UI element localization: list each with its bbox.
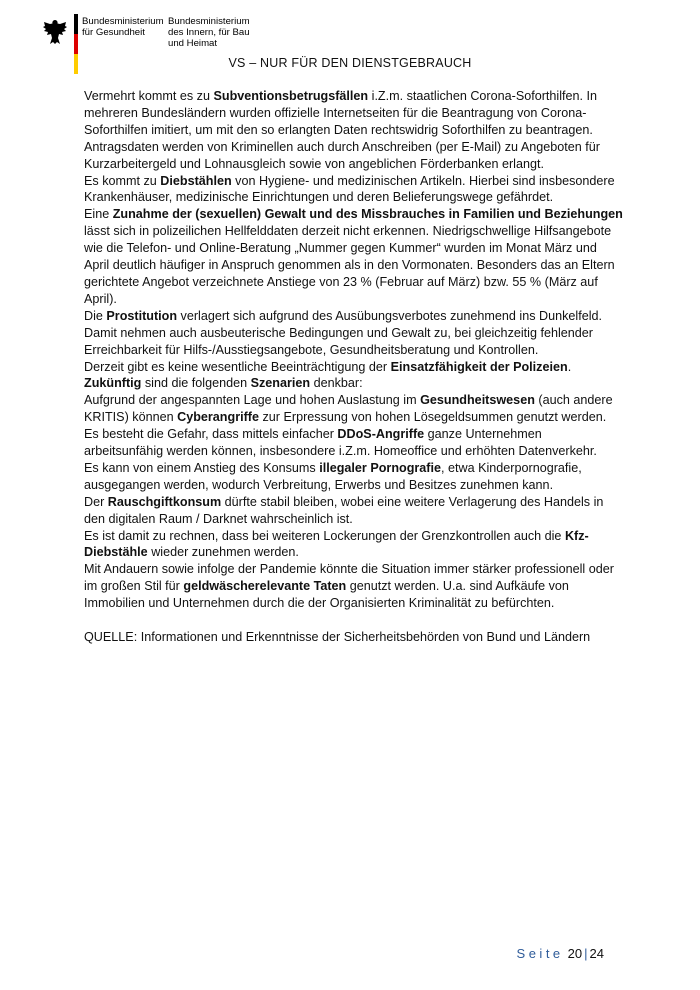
paragraph-subsidy-fraud: Vermehrt kommt es zu Subventionsbetrugsfällen i.Z.m. staatlichen Corona-Soforthilfen. In mehreren Bundesländern wurden offizielle Internetseiten für die Beantragung von Corona-Soforthilfen imitiert, um mit den so erlangten Daten rechtswidrig Soforthilfen zu beantragen. Antragsdaten werden von Kriminellen auch durch Anschreiben (per E-Mail) zu Angeboten für Kurzarbeitergeld und Lohnausgleich sowie von angeblichen Förderbanken erlangt.	[84, 89, 600, 171]
ministry-interior-label: Bundesministerium des Innern, für Bau und Heimat	[168, 16, 250, 49]
classification-label: VS – NUR FÜR DEN DIENSTGEBRAUCH	[228, 56, 472, 70]
document-body	[84, 88, 624, 646]
total-pages: 24	[589, 946, 604, 961]
paragraph-drugs: Der Rauschgiftkonsum dürfte stabil bleiben, wobei eine weitere Verlagerung des Handels in den digitalen Raum / Darknet wahrscheinlich ist.	[84, 494, 604, 526]
paragraph-police: Derzeit gibt es keine wesentliche Beeinträchtigung der Einsatzfähigkeit der Polizeien.	[84, 359, 572, 374]
federal-eagle-icon	[42, 18, 68, 46]
paragraph-violence: Eine Zunahme der (sexuellen) Gewalt und des Missbrauches in Familien und Beziehungen lässt sich in polizeilichen Hellfelddaten derzeit nicht erkennen. Niedrigschwellige Hilfsangebote wie die Telefon- und Online-Beratung „Nummer gegen Kummer“ wurden im Monat März und April deutlich häufiger in Anspruch genommen als in den Vormonaten. Besonders das an Eltern gerichtete Angebot verzeichnete Anstiege von 23 % (Februar auf März) bzw. 55 % (März auf April).	[84, 207, 623, 306]
source-note: QUELLE: Informationen und Erkenntnisse der Sicherheitsbehörden von Bund und Ländern	[84, 630, 591, 645]
paragraph-prostitution: Die Prostitution verlagert sich aufgrund des Ausübungsverbotes zunehmend ins Dunkelfeld. Damit nehmen auch ausbeuterische Bedingungen und Gewalt zu, bei gleichzeitig fehlender Erreichbarkeit für Hilfs-/Ausstiegsangebote, Gesundheitsberatung und Kontrollen.	[84, 308, 603, 357]
current-page: 20	[567, 946, 583, 961]
paragraph-cyberattacks: Aufgrund der angespannten Lage und hohen Auslastung im Gesundheitswesen (auch andere KRITIS) können Cyberangriffe zur Erpressung von hohen Lösegeldsummen genutzt werden.	[84, 393, 613, 425]
paragraph-ddos: Es besteht die Gefahr, dass mittels einfacher DDoS-Angriffe ganze Unternehmen arbeitsunfähig werden können, insbesondere i.Z.m. Homeoffice und erhöhten Datenverkehr.	[84, 427, 597, 459]
paragraph-money-laundering: Mit Andauern sowie infolge der Pandemie könnte die Situation immer stärker professionell oder im großen Stil für geldwäscherelevante Taten genutzt werden. U.a. sind Aufkäufe von Immobilien und Unternehmen durch die der Organisierten Kriminalität zu befürchten.	[84, 562, 614, 611]
paragraph-vehicle-theft: Es ist damit zu rechnen, dass bei weiteren Lockerungen der Grenzkontrollen auch die Kfz-Diebstähle wieder zunehmen werden.	[84, 528, 589, 560]
paragraph-pornography: Es kann von einem Anstieg des Konsums illegaler Pornografie, etwa Kinderpornografie, ausgegangen werden, wodurch Verbreitung, Erwerbs und Besitzes zunehmen kann.	[84, 460, 582, 492]
paragraph-theft: Es kommt zu Diebstählen von Hygiene- und medizinischen Artikeln. Hierbei sind insbesondere Krankenhäuser, medizinische Einrichtungen und deren Belieferungswege gefährdet.	[84, 173, 615, 205]
page-number	[517, 946, 604, 961]
ministry-health-label: Bundesministerium für Gesundheit	[82, 16, 164, 38]
page-header	[42, 14, 662, 76]
paragraph-scenarios: Zukünftig sind die folgenden Szenarien denkbar:	[84, 376, 363, 391]
page-separator: |	[584, 946, 588, 961]
page-label: Seite	[516, 946, 564, 961]
